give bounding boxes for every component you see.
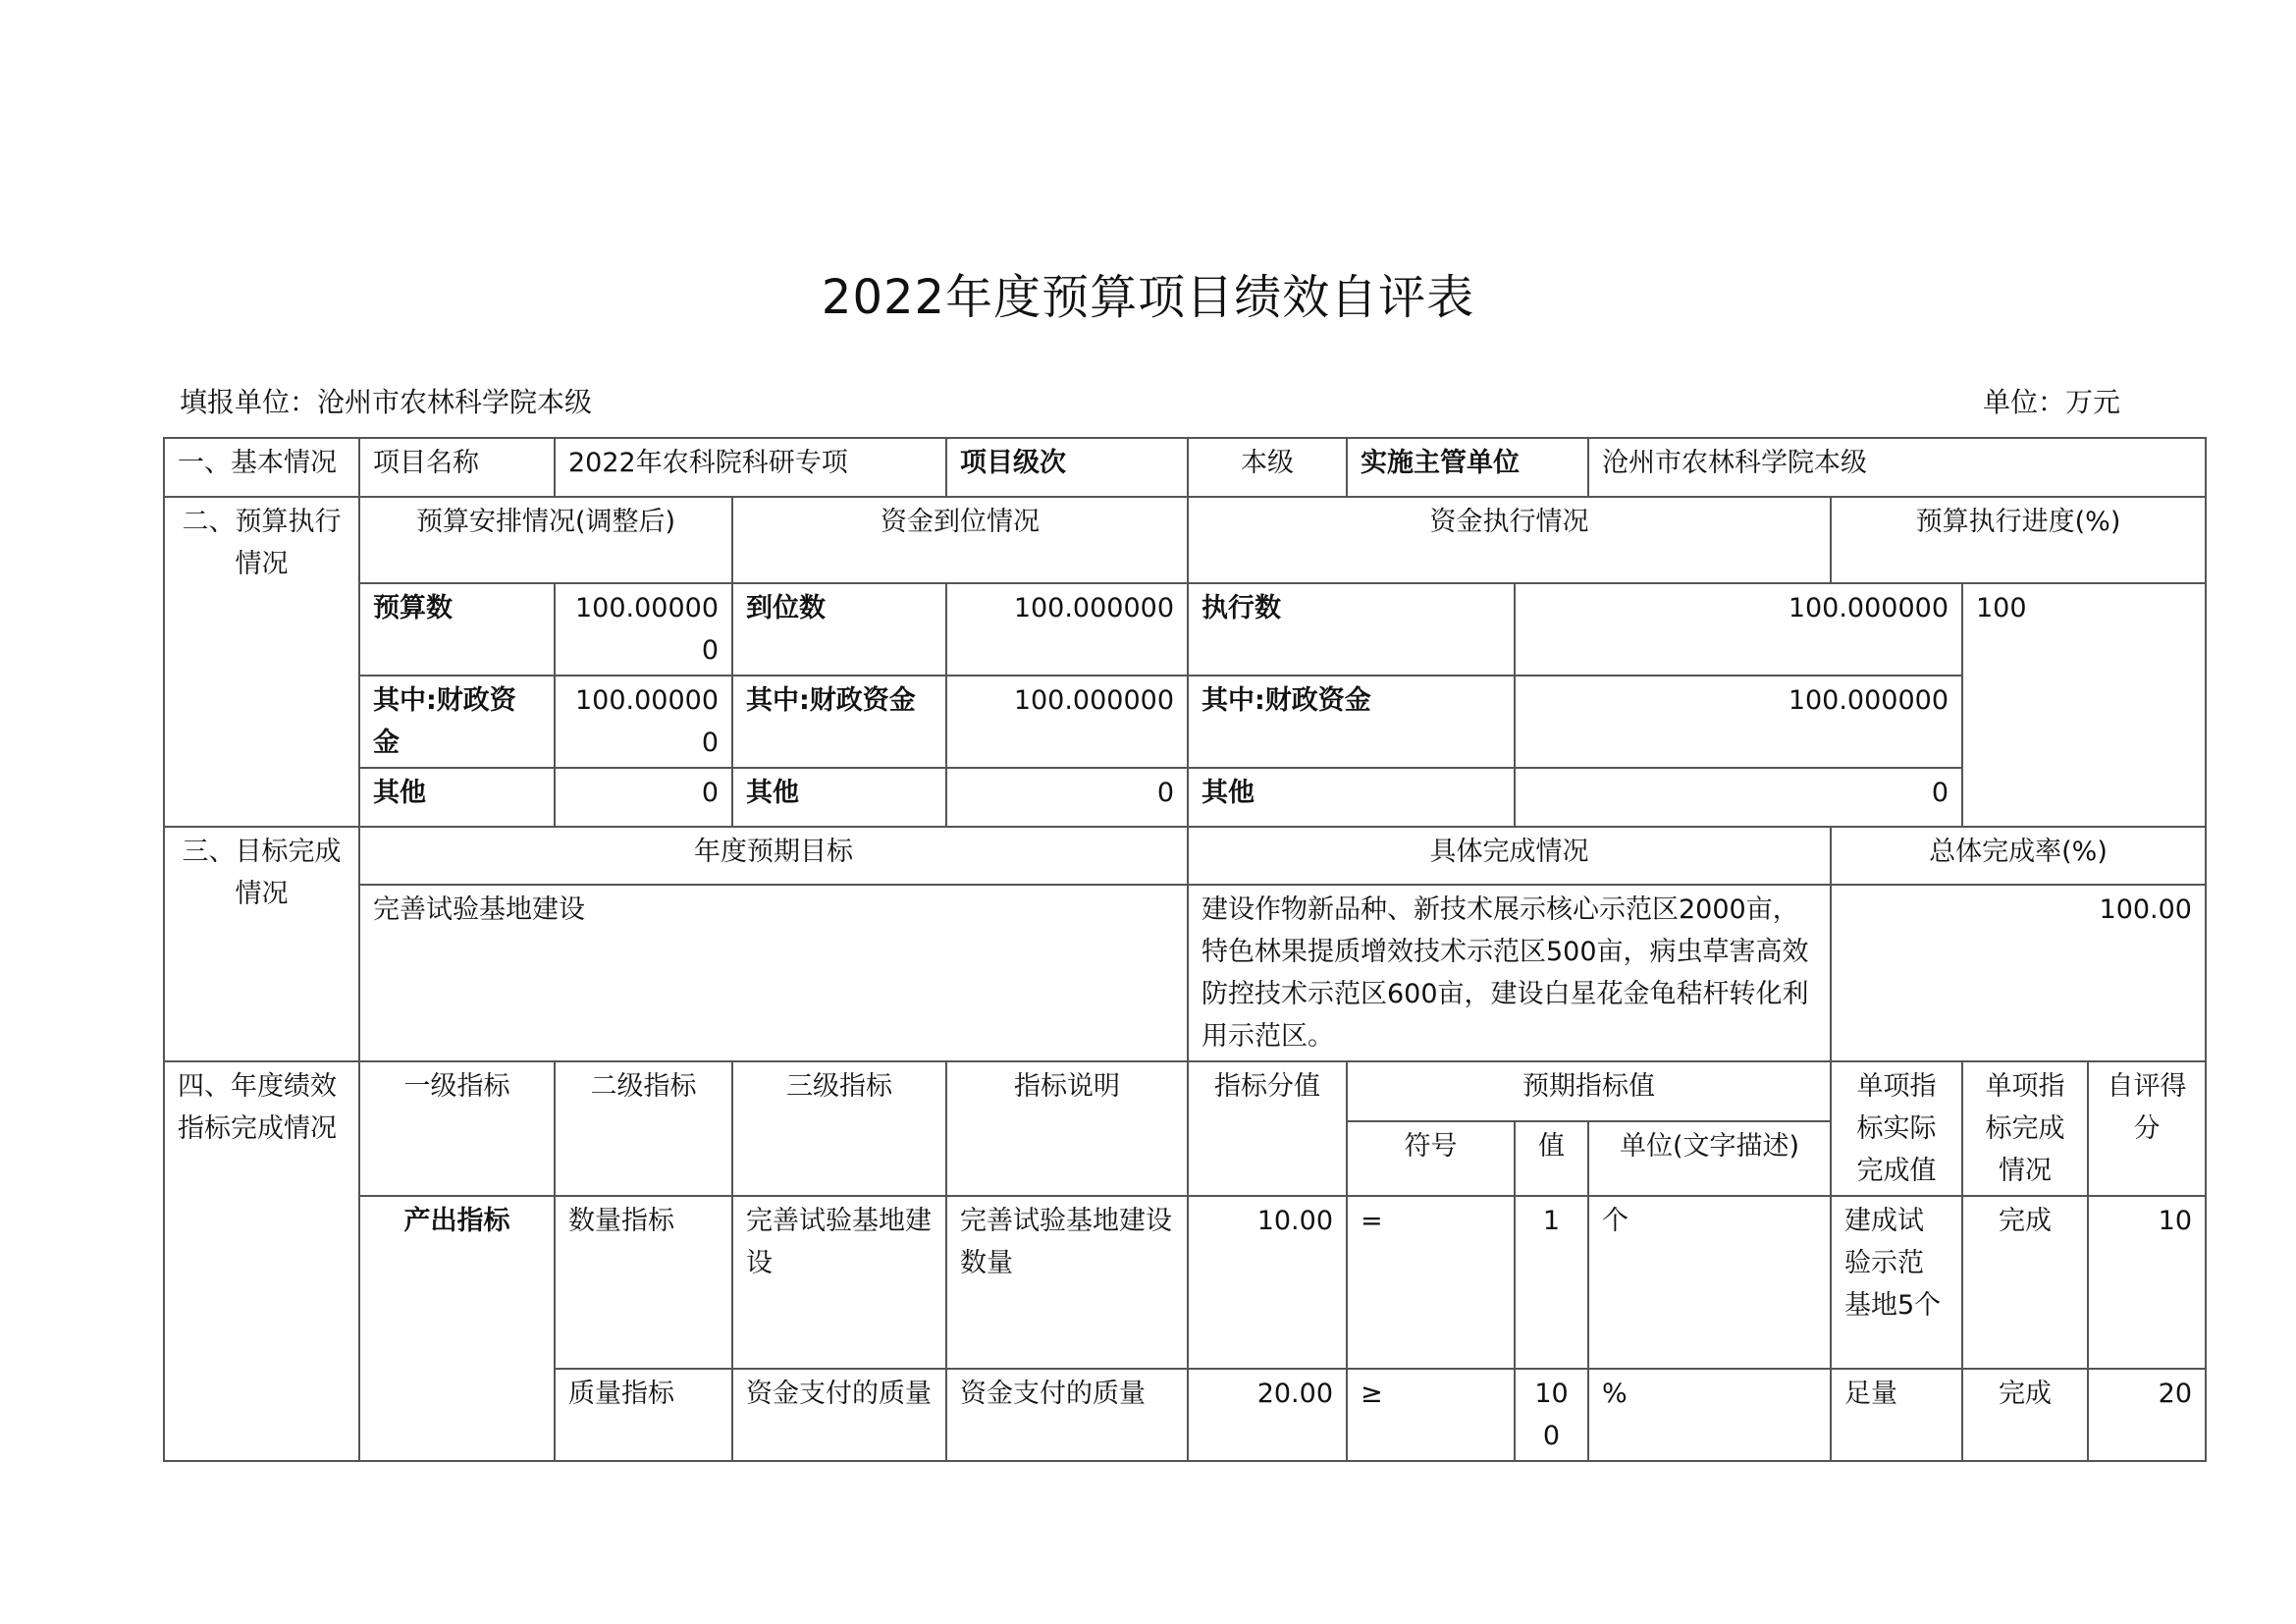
actual-value: 建成试验示范基地5个 [1831, 1196, 1962, 1369]
budget-total-row [164, 583, 2206, 676]
budget-other-row [164, 768, 2206, 827]
goal-content-row [164, 885, 2206, 1061]
completion-rate-value: 100.00 [1831, 885, 2206, 1061]
level1-header: 一级指标 [359, 1061, 555, 1196]
fiscal-value-arrange: 100.000000 [555, 676, 732, 768]
arrived-total-value: 100.000000 [946, 583, 1188, 676]
page-title: 2022年度预算项目绩效自评表 [821, 270, 1475, 325]
budget-progress-value: 100 [1962, 583, 2206, 827]
fiscal-value-arrival: 100.000000 [946, 676, 1188, 768]
indicator-row [164, 1196, 2206, 1369]
indicator-score: 20.00 [1188, 1369, 1347, 1461]
indicator-desc: 完善试验基地建设数量 [946, 1196, 1188, 1369]
project-level-value: 本级 [1188, 438, 1347, 497]
completion-status: 完成 [1962, 1369, 2088, 1461]
expected-value-header: 预期指标值 [1347, 1061, 1831, 1121]
section-basic: 一、基本情况 [164, 438, 359, 497]
actual-value-header: 单项指标实际完成值 [1831, 1061, 1962, 1196]
self-score-header: 自评得分 [2088, 1061, 2206, 1196]
other-label-arrange: 其他 [359, 768, 555, 827]
fiscal-label-arrange: 其中:财政资金 [359, 676, 555, 768]
expected-value: 1 [1515, 1196, 1588, 1369]
expected-goal-value: 完善试验基地建设 [359, 885, 1188, 1061]
actual-completion-value: 建设作物新品种、新技术展示核心示范区2000亩，特色林果提质增效技术示范区500亩，病虫草害高效防控技术示范区600亩，建设白星花金龟秸杆转化利用示范区。 [1188, 885, 1831, 1061]
expected-unit: 个 [1588, 1196, 1831, 1369]
indicator-score-header: 指标分值 [1188, 1061, 1347, 1196]
budget-progress-header: 预算执行进度(%) [1831, 497, 2206, 583]
other-label-arrival: 其他 [732, 768, 946, 827]
other-value-arrange: 0 [555, 768, 732, 827]
completion-status: 完成 [1962, 1196, 2088, 1369]
other-value-arrival: 0 [946, 768, 1188, 827]
executed-total-value: 100.000000 [1515, 583, 1962, 676]
self-score: 10 [2088, 1196, 2206, 1369]
evaluation-table [163, 437, 2207, 1462]
budget-header-row [164, 497, 2206, 583]
fiscal-value-exec: 100.000000 [1515, 676, 1962, 768]
budget-arrange-header: 预算安排情况(调整后) [359, 497, 732, 583]
indicator-score: 10.00 [1188, 1196, 1347, 1369]
expected-unit: % [1588, 1369, 1831, 1461]
indicator-header-row [164, 1061, 2206, 1121]
level3-value: 完善试验基地建设 [732, 1196, 946, 1369]
indicator-desc: 资金支付的质量 [946, 1369, 1188, 1461]
budget-fiscal-row [164, 676, 2206, 768]
executed-total-label: 执行数 [1188, 583, 1515, 676]
completion-rate-header: 总体完成率(%) [1831, 827, 2206, 885]
expected-symbol: = [1347, 1196, 1515, 1369]
fiscal-label-arrival: 其中:财政资金 [732, 676, 946, 768]
other-value-exec: 0 [1515, 768, 1962, 827]
level1-value: 产出指标 [359, 1196, 555, 1461]
level2-value: 质量指标 [555, 1369, 732, 1461]
indicator-desc-header: 指标说明 [946, 1061, 1188, 1196]
department-value: 沧州市农林科学院本级 [1588, 438, 2206, 497]
basic-info-row [164, 438, 2206, 497]
goal-header-row [164, 827, 2206, 885]
expected-symbol: ≥ [1347, 1369, 1515, 1461]
symbol-header: 符号 [1347, 1121, 1515, 1196]
level2-header: 二级指标 [555, 1061, 732, 1196]
level3-value: 资金支付的质量 [732, 1369, 946, 1461]
expected-value: 100 [1515, 1369, 1588, 1461]
section-budget: 二、预算执行情况 [164, 497, 359, 827]
section-indicators: 四、年度绩效指标完成情况 [164, 1061, 359, 1461]
project-name-label: 项目名称 [359, 438, 555, 497]
fiscal-label-exec: 其中:财政资金 [1188, 676, 1515, 768]
fund-execution-header: 资金执行情况 [1188, 497, 1831, 583]
completion-status-header: 单项指标完成情况 [1962, 1061, 2088, 1196]
fund-arrival-header: 资金到位情况 [732, 497, 1188, 583]
section-goal: 三、目标完成情况 [164, 827, 359, 1061]
project-name-value: 2022年农科院科研专项 [555, 438, 946, 497]
value-header: 值 [1515, 1121, 1588, 1196]
budget-total-label: 预算数 [359, 583, 555, 676]
expected-goal-header: 年度预期目标 [359, 827, 1188, 885]
unit-header: 单位(文字描述) [1588, 1121, 1831, 1196]
actual-completion-header: 具体完成情况 [1188, 827, 1831, 885]
project-level-label: 项目级次 [946, 438, 1188, 497]
other-label-exec: 其他 [1188, 768, 1515, 827]
budget-total-value: 100.000000 [555, 583, 732, 676]
department-label: 实施主管单位 [1347, 438, 1588, 497]
actual-value: 足量 [1831, 1369, 1962, 1461]
filing-unit: 填报单位：沧州市农林科学院本级 [180, 386, 593, 418]
level2-value: 数量指标 [555, 1196, 732, 1369]
level3-header: 三级指标 [732, 1061, 946, 1196]
arrived-total-label: 到位数 [732, 583, 946, 676]
self-score: 20 [2088, 1369, 2206, 1461]
currency-unit: 单位：万元 [1983, 386, 2121, 418]
